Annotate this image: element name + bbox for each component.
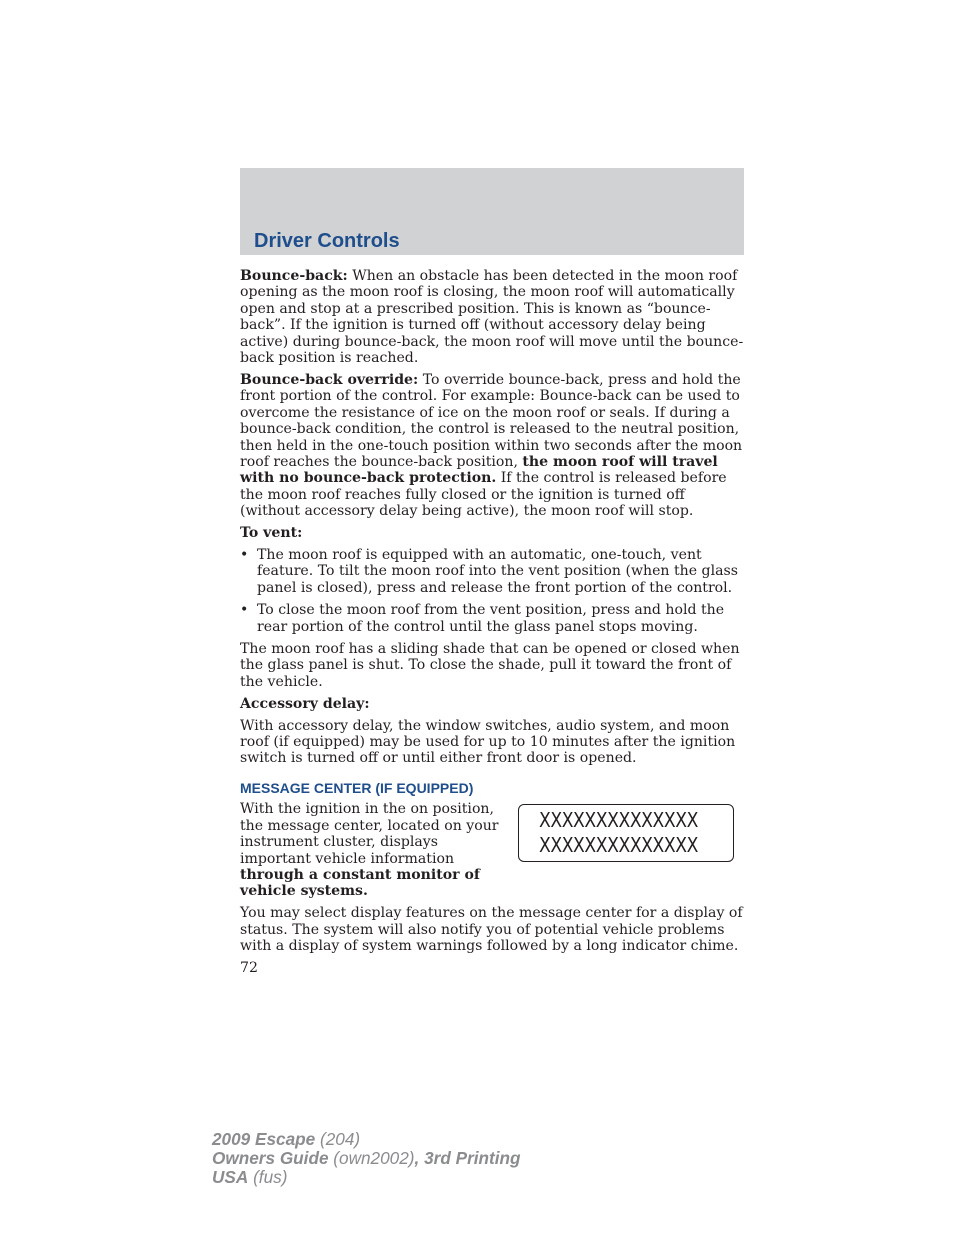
message-center-intro-text: With the ignition in the on position, the message center, located on your instrument cluster, displays important vehicle information [240,801,499,867]
footer-model-code: (204) [315,1129,361,1149]
list-item [240,547,744,596]
bounce-back-override-text-1: To override bounce-back, press and hold the front portion of the control. For example: Bounce-back can be used to overcome the resistance of ice on the moon roof or seals. If during a bounce-back condition, the control is released to the neutral position, then held in the one-touch position within two seconds after the moon roof reaches the bounce-back position, [240,371,743,470]
list-item-text: To close the moon roof from the vent position, press and hold the rear portion of the control until the glass panel stops moving. [257,602,725,635]
message-center-display-illustration [518,804,734,862]
bounce-back-override-text-2: If the control is released before the moon roof reaches fully closed or the ignition is turned off (without accessory delay being active), the moon roof will stop. [240,470,727,520]
bounce-back-override-paragraph [240,372,744,520]
footer-line-1 [212,1130,521,1149]
message-center-bold: through a constant monitor of vehicle systems. [240,866,480,900]
message-center-text: You may select display features on the message center for a display of status. The system will also notify you of potential vehicle problems with a display of system warnings followed by a long indicator chime. [240,905,743,955]
footer-printing: , 3rd Printing [414,1148,521,1168]
footer-region: USA [212,1167,249,1187]
footer-model: 2009 Escape [212,1129,316,1149]
display-line: XXXXXXXXXXXXXX [539,833,698,858]
page-content [240,268,744,976]
list-item-text: The moon roof is equipped with an automatic, one-touch, vent feature. To tilt the moon roof into the vent position (when the glass panel is closed), press and release the front portion of the control. [257,547,738,596]
bullet-icon: • [240,602,249,619]
message-center-heading: MESSAGE CENTER (IF EQUIPPED) [240,779,474,796]
bounce-back-override-bold: the moon roof will travel with no bounce-back protection. [240,453,718,487]
bounce-back-paragraph [240,268,744,366]
bounce-back-lead: Bounce-back: [240,268,348,284]
document-footer [212,1130,521,1187]
bullet-icon: • [240,547,249,563]
page-number: 72 [240,959,258,976]
footer-line-3 [212,1168,521,1187]
message-center-block [240,801,744,954]
section-title: Driver Controls [254,230,400,252]
footer-guide: Owners Guide [212,1148,329,1168]
accessory-delay-paragraph: With accessory delay, the window switches, audio system, and moon roof (if equipped) may be used for up to 10 minutes after the ignition switch is turned off or until either front door is opened. [240,717,736,767]
shade-paragraph: The moon roof has a sliding shade that can be opened or closed when the glass panel is shut. To close the shade, pull it toward the front of the vehicle. [240,641,740,690]
bounce-back-override-lead: Bounce-back override: [240,371,419,388]
list-item [240,602,744,635]
bounce-back-text: When an obstacle has been detected in the moon roof opening as the moon roof is closing, the moon roof will automatically open and stop at a prescribed position. This is known as “bounce-back”. If the ignition is turned off (without accessory delay being active) during bounce-back, the moon roof will move until the bounce-back position is reached. [240,268,744,367]
footer-region-code: (fus) [248,1167,288,1187]
display-line: XXXXXXXXXXXXXX [539,808,698,833]
to-vent-heading: To vent: [240,525,303,542]
footer-guide-code: (own2002) [328,1148,415,1168]
section-header-band [240,168,744,255]
message-center-intro [240,801,502,899]
accessory-delay-heading: Accessory delay: [240,695,370,712]
to-vent-list [240,547,744,635]
footer-line-2 [212,1149,521,1168]
